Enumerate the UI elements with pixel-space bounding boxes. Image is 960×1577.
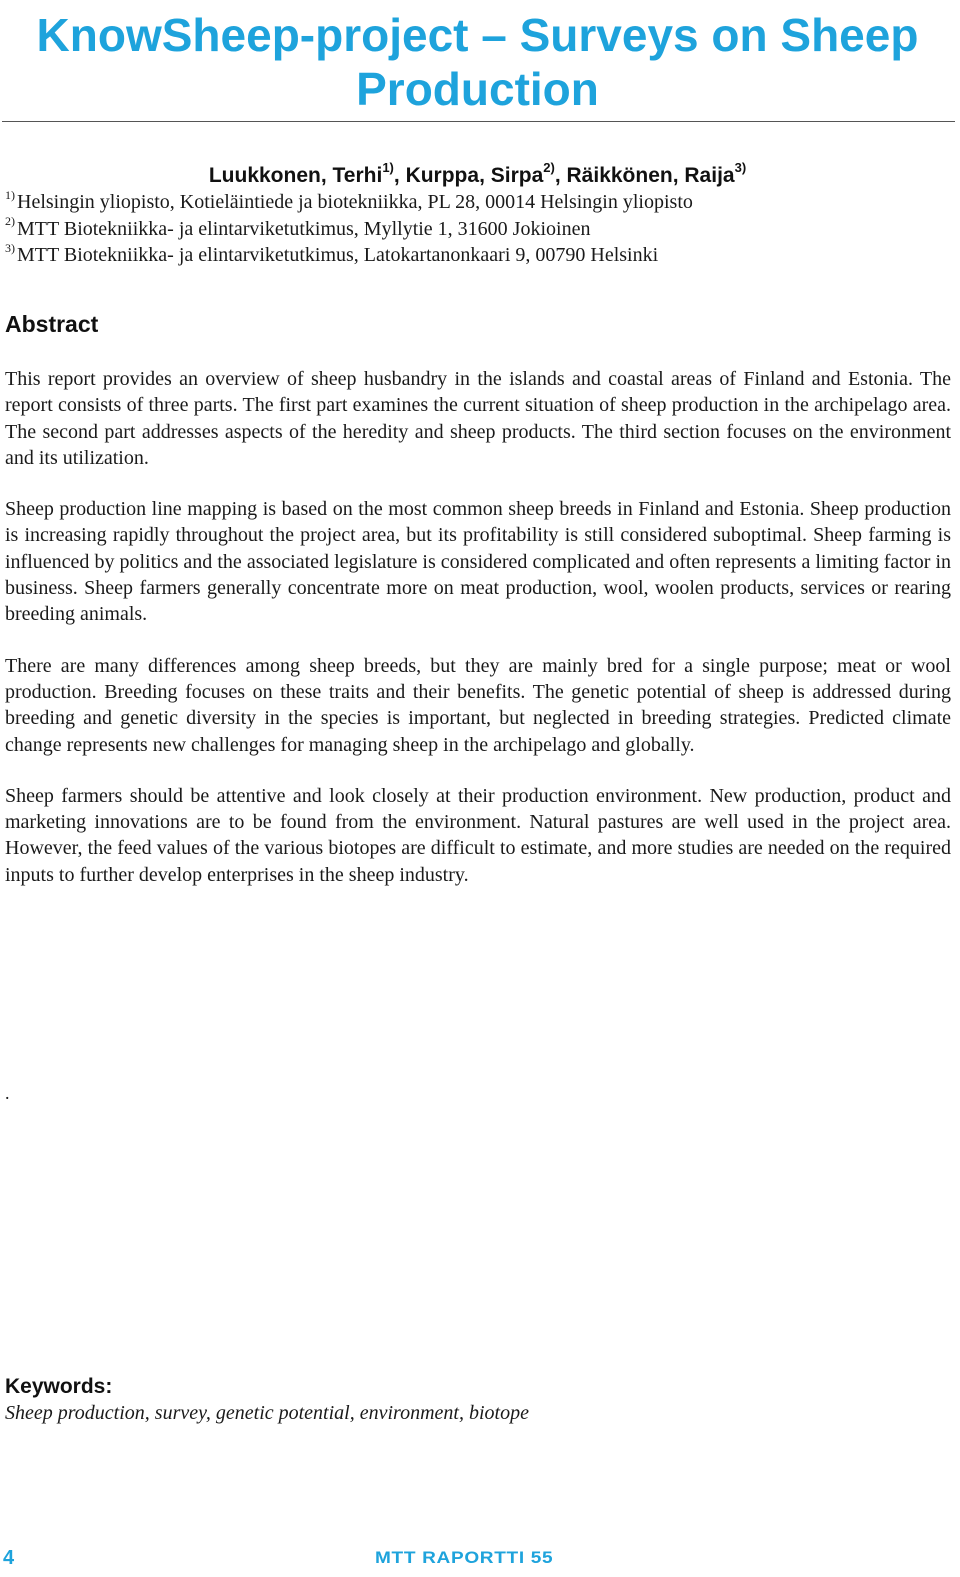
abstract-body bbox=[5, 366, 951, 913]
affiliation-text: MTT Biotekniikka- ja elintarviketutkimus, Latokartanonkaari 9, 00790 Helsinki bbox=[17, 244, 659, 266]
author-affiliation-mark: 3) bbox=[734, 160, 747, 176]
stray-period: . bbox=[5, 1083, 10, 1103]
affiliation-item bbox=[5, 242, 955, 269]
author-separator: , bbox=[554, 164, 567, 187]
abstract-heading: Abstract bbox=[5, 311, 99, 337]
title-divider bbox=[2, 121, 955, 122]
keywords-text: Sheep production, survey, genetic potential, environment, biotope bbox=[5, 1402, 529, 1424]
abstract-paragraph: Sheep farmers should be attentive and look closely at their production environment. New production, product and marketing innovations are to be found from the environment. Natural pastures are well used in the project area. However, the feed values of the various biotopes are difficult to estimate, and more studies are needed on the required inputs to further develop enterprises in the sheep industry. bbox=[5, 784, 951, 886]
document-title: KnowSheep-project – Surveys on Sheep Production bbox=[36, 9, 919, 115]
journal-name: MTT RAPORTTI 55 bbox=[375, 1548, 554, 1567]
author-name: Räikkönen, Raija bbox=[566, 164, 735, 187]
affiliation-list bbox=[5, 189, 955, 269]
author-affiliation-mark: 1) bbox=[382, 160, 394, 176]
abstract-paragraph: There are many differences among sheep breeds, but they are mainly bred for a single purpose; meat or wool production. Breeding focuses on these traits and their benefits. The genetic potential of sheep is addressed during breeding and genetic diversity in the species is important, but neglected in breeding strategies. Predicted climate change represents new challenges for managing sheep in the archipelago and globally. bbox=[5, 654, 951, 756]
affiliation-mark: 3) bbox=[5, 240, 15, 255]
abstract-paragraph: Sheep production line mapping is based on the most common sheep breeds in Finland and Estonia. Sheep production is increasing rapidly throughout the project area, but its profitability is still considered suboptimal. Sheep farming is influenced by politics and the associated legislature is considered complicated and often represents a limiting factor in business. Sheep farmers generally concentrate more on meat production, wool, woolen products, services or rearing breeding animals. bbox=[5, 498, 951, 626]
affiliation-item bbox=[5, 189, 955, 216]
author-name: Luukkonen, Terhi bbox=[208, 164, 383, 187]
page-number: 4 bbox=[3, 1547, 15, 1569]
author-separator: , bbox=[393, 164, 406, 187]
affiliation-mark: 1) bbox=[5, 187, 15, 202]
affiliation-mark: 2) bbox=[5, 214, 15, 229]
keywords-heading: Keywords: bbox=[5, 1375, 113, 1398]
author-name: Kurppa, Sirpa bbox=[405, 164, 544, 187]
author-line bbox=[0, 160, 955, 192]
affiliation-text: MTT Biotekniikka- ja elintarviketutkimus, Myllytie 1, 31600 Jokioinen bbox=[17, 217, 591, 240]
author-affiliation-mark: 2) bbox=[543, 160, 555, 176]
affiliation-item bbox=[5, 216, 955, 243]
abstract-paragraph: This report provides an overview of sheep husbandry in the islands and coastal areas of Finland and Estonia. The report consists of three parts. The first part examines the current situation of sheep production in the archipelago area. The second part addresses aspects of the heredity and sheep products. The third section focuses on the environment and its utilization. bbox=[5, 368, 951, 469]
affiliation-text: Helsingin yliopisto, Kotieläintiede ja biotekniikka, PL 28, 00014 Helsingin yliopisto bbox=[17, 191, 693, 213]
